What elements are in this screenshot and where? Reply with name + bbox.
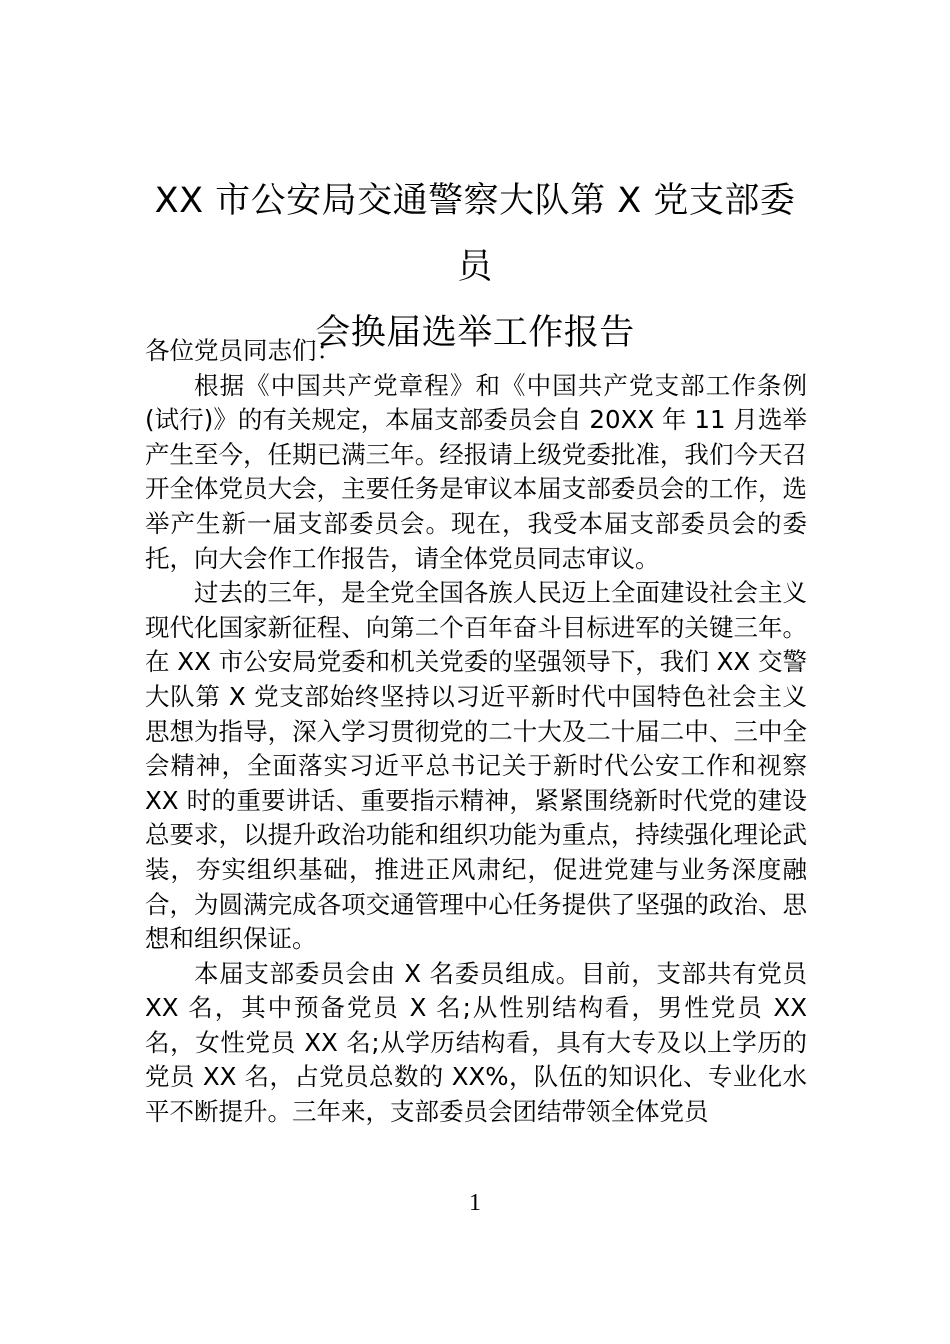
paragraph-3: 本届支部委员会由 X 名委员组成。目前，支部共有党员 XX 名，其中预备党员 X 名;从性别结构看，男性党员 XX 名，女性党员 XX 名;从学历结构看，具有大专及以上学历的党员 XX 名，占党员总数的 XX%，队伍的知识化、专业化水平不断提升。三年来，支部委员会团结带领全体党员	[145, 958, 807, 1127]
title-line-2: 会换届选举工作报告	[315, 313, 635, 353]
document-body	[145, 334, 807, 1130]
page-number: 1	[469, 1190, 481, 1216]
paragraph-1: 根据《中国共产党章程》和《中国共产党支部工作条例(试行)》的有关规定，本届支部委员会自 20XX 年 11 月选举产生至今，任期已满三年。经报请上级党委批准，我们今天召开全体党员大会，主要任务是审议本届支部委员会的工作，选举产生新一届支部委员会。现在，我受本届支部委员会的委托，向大会作工作报告，请全体党员同志审议。	[145, 370, 807, 573]
salutation: 各位党员同志们：	[145, 336, 341, 365]
paragraph-2: 过去的三年，是全党全国各族人民迈上全面建设社会主义现代化国家新征程、向第二个百年奋斗目标进军的关键三年。在 XX 市公安局党委和机关党委的坚强领导下，我们 XX 交警大队第 X 党支部始终坚持以习近平新时代中国特色社会主义思想为指导，深入学习贯彻党的二十大及二十届二中、三中全会精神，全面落实习近平总书记关于新时代公安工作和视察 XX 时的重要讲话、重要指示精神，紧紧围绕新时代党的建设总要求，以提升政治功能和组织功能为重点，持续强化理论武装，夯实组织基础，推进正风肃纪，促进党建与业务深度融合，为圆满完成各项交通管理中心任务提供了坚强的政治、思想和组织保证。	[145, 578, 807, 954]
title-line-1: XX 市公安局交通警察大队第 X 党支部委员	[154, 181, 796, 287]
